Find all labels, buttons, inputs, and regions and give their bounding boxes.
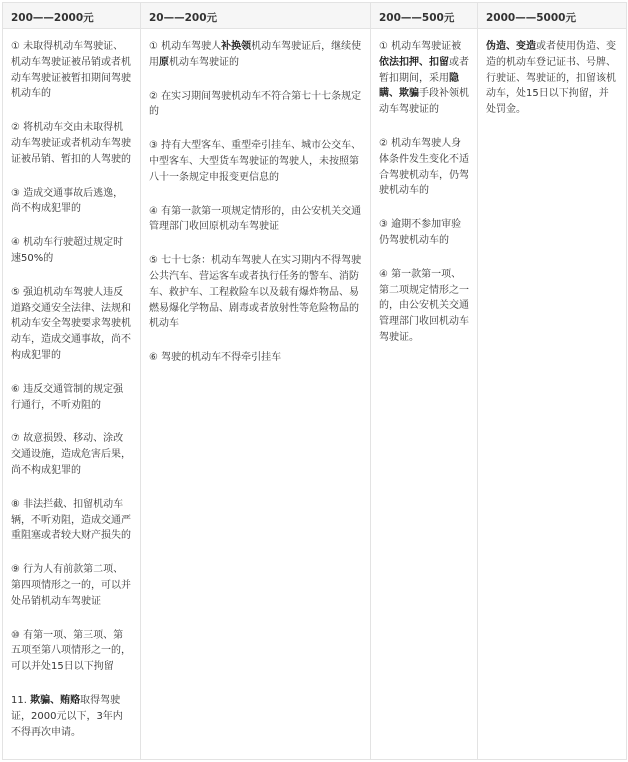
header-200-500: 200——500元 [371, 3, 478, 29]
clause-item [11, 628, 132, 675]
clause-item [149, 138, 362, 185]
clause-text: 机动车驾驶证的 [169, 56, 239, 68]
clause-text: ④ 第一款第一项、第二项规定情形之一的，由公安机关交通管理部门收回机动车驾驶证。 [379, 268, 469, 343]
penalty-table [2, 2, 627, 760]
clause-item [379, 136, 469, 199]
clause-emphasis: 补换领 [221, 41, 252, 52]
column-20-200 [141, 29, 371, 760]
clause-text: 11. [11, 694, 31, 706]
clause-text: ③ 逾期不参加审验仍驾驶机动车的 [379, 219, 462, 246]
clause-text: ② 在实习期间驾驶机动车不符合第七十七条规定的 [149, 90, 362, 118]
clause-text: ① 未取得机动车驾驶证、机动车驾驶证被吊销或者机动车驾驶证被暂扣期间驾驶机动车的 [11, 41, 131, 100]
header-200-2000: 200——2000元 [3, 3, 141, 29]
clause-item [11, 186, 132, 218]
clause-text: 取得驾驶证，2000元以下，3年内不得再次申请。 [11, 694, 123, 738]
clause-item [149, 350, 362, 366]
clause-emphasis: 欺骗、贿赂 [30, 694, 81, 706]
clause-item [11, 431, 132, 478]
clause-item [11, 235, 132, 267]
clause-emphasis: 原 [159, 56, 169, 68]
header-row [3, 3, 627, 29]
clause-text: ⑤ 强迫机动车驾驶人违反道路交通安全法律、法规和机动车安全驾驶要求驾驶机动车，造成交通事故，尚不构成犯罪的 [11, 286, 131, 361]
clause-text: ⑤ 七十七条：机动车驾驶人在实习期内不得驾驶公共汽车、营运客车或者执行任务的警车、消防车、救护车、工程救险车以及载有爆炸物品、易燃易爆化学物品、剧毒或者放射性等危险物品的机动车 [149, 255, 362, 330]
clause-text: ⑧ 非法拦截、扣留机动车辆，不听劝阻，造成交通严重阻塞或者较大财产损失的 [11, 498, 131, 542]
clause-item [11, 497, 132, 544]
body-row [3, 29, 627, 760]
column-200-2000 [3, 29, 141, 760]
clause-text: ⑦ 故意损毁、移动、涂改交通设施，造成危害后果，尚不构成犯罪的 [11, 433, 131, 476]
clause-item [11, 693, 132, 740]
column-200-500 [371, 29, 478, 760]
clause-text: 机动车驾驶证后，继续使用 [149, 41, 362, 68]
clause-text: 或者暂扣期间，采用 [379, 56, 469, 84]
clause-text: 或者使用伪造、变造的机动车登记证书、号牌、行驶证、驾驶证的，扣留该机动车，处15日以下拘留，并处罚金。 [486, 41, 616, 116]
clause-text: ⑨ 行为人有前款第二项、第四项情形之一的，可以并处吊销机动车驾驶证 [11, 564, 131, 607]
clause-text: ⑩ 有第一项、第三项、第五项至第八项情形之一的，可以并处15日以下拘留 [11, 629, 131, 673]
clause-item [11, 39, 132, 102]
clause-item [149, 89, 362, 121]
clause-text: ① 机动车驾驶证被 [379, 41, 462, 52]
clause-item [149, 39, 362, 71]
clause-text: ④ 机动车行驶超过规定时速50%的 [11, 237, 124, 264]
clause-text: ⑥ 违反交通管制的规定强行通行，不听劝阻的 [11, 383, 124, 411]
header-20-200: 20——200元 [141, 3, 371, 29]
clause-item [11, 382, 132, 414]
clause-item [149, 204, 362, 236]
clause-text: ② 机动车驾驶人身体条件发生变化不适合驾驶机动车，仍驾驶机动车的 [379, 137, 469, 197]
clause-text: ③ 造成交通事故后逃逸，尚不构成犯罪的 [11, 187, 124, 215]
clause-item [11, 120, 132, 167]
clause-text: ⑥ 驾驶的机动车不得牵引挂车 [149, 352, 282, 364]
clause-text: ④ 有第一款第一项规定情形的，由公安机关交通管理部门收回原机动车驾驶证 [149, 205, 362, 233]
clause-item [379, 39, 469, 118]
clause-emphasis: 隐瞒、欺骗 [379, 72, 459, 100]
clause-text: ② 将机动车交由未取得机动车驾驶证或者机动车驾驶证被吊销、暂扣的人驾驶的 [11, 122, 131, 165]
clause-item [379, 217, 469, 249]
clause-item [11, 285, 132, 364]
column-2000-5000 [478, 29, 627, 760]
clause-text: ① 机动车驾驶人 [149, 41, 222, 52]
clause-emphasis: 伪造、变造 [486, 41, 536, 52]
clause-item [149, 253, 362, 332]
clause-text: ③ 持有大型客车、重型牵引挂车、城市公交车、中型客车、大型货车驾驶证的驾驶人，未按照第八十一条规定申报变更信息的 [149, 140, 362, 183]
clause-item [379, 267, 469, 346]
clause-text: 手段补领机动车驾驶证的 [379, 88, 469, 116]
clause-item [11, 562, 132, 609]
clause-item [486, 39, 618, 118]
clause-emphasis: 依法扣押、扣留 [379, 56, 449, 68]
header-2000-5000: 2000——5000元 [478, 3, 627, 29]
